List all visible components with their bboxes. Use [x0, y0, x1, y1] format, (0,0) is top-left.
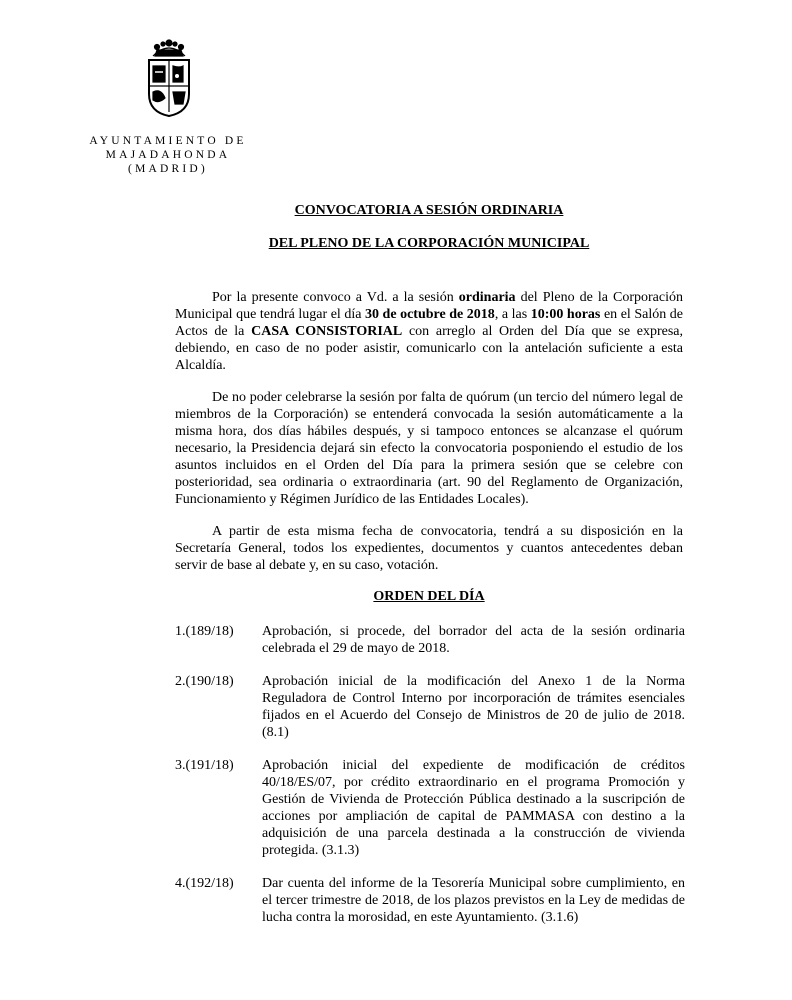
- p1-text-i: con arreglo al Orden del Día que se expresa, debiendo, en caso de no poder asistir, comunicarlo con la antelación suficiente a esta Alcaldía.: [175, 324, 683, 373]
- agenda-item-number: 1.(189/18): [175, 624, 234, 639]
- coat-of-arms-icon: [143, 38, 195, 118]
- paragraph-convocation: [175, 289, 683, 374]
- document-title: CONVOCATORIA A SESIÓN ORDINARIA: [294, 203, 564, 218]
- agenda-item: [175, 673, 685, 741]
- p1-text-e: , a las: [494, 307, 531, 322]
- agenda-item: [175, 623, 685, 657]
- org-line-2: MAJADAHONDA: [105, 149, 231, 161]
- p1-text-c: del Pleno de la Corporación Municipal que tendrá lugar el día: [175, 290, 683, 322]
- session-venue: CASA CONSISTORIAL: [251, 324, 403, 339]
- agenda-title: ORDEN DEL DÍA: [373, 589, 485, 604]
- p1-text-a: Por la presente convoco a Vd. a la sesión: [212, 290, 459, 305]
- agenda-item-number: 4.(192/18): [175, 876, 234, 891]
- org-line-1: AYUNTAMIENTO DE: [89, 135, 247, 147]
- session-time: 10:00 horas: [530, 307, 601, 322]
- org-line-3: (MADRID): [128, 163, 208, 175]
- paragraph-quorum: De no poder celebrarse la sesión por falta de quórum (un tercio del número legal de miembros de la Corporación) se entenderá convocada la sesión automáticamente a la misma hora, dos días hábiles después, y si tampoco entonces se alcanzase el quórum necesario, la Presidencia dejará sin efecto la convocatoria posponiendo el estudio de los asuntos incluidos en el Orden del Día para la primera sesión que se celebre con posterioridad, sea ordinaria o extraordinaria (art. 90 del Reglamento de Organización, Funcionamiento y Régimen Jurídico de las Entidades Locales).: [175, 390, 683, 507]
- agenda-item-number: 2.(190/18): [175, 674, 234, 689]
- agenda-item-text: Aprobación inicial de la modificación del Anexo 1 de la Norma Reguladora de Control Interno por incorporación de trámites esenciales fijados en el Acuerdo del Consejo de Ministros de 20 de julio de 2018. (8.1): [262, 674, 685, 740]
- agenda-item-text: Dar cuenta del informe de la Tesorería Municipal sobre cumplimiento, en el tercer trimestre de 2018, de los plazos previstos en la Ley de medidas de lucha contra la morosidad, en este Ayuntamiento. (3.1.6): [262, 876, 685, 925]
- agenda-item-number: 3.(191/18): [175, 758, 234, 773]
- organization-name: [80, 134, 256, 176]
- agenda-item-text: Aprobación inicial del expediente de modificación de créditos 40/18/ES/07, por crédito extraordinario en el programa Promoción y Gestión de Vivienda de Protección Pública destinado a la suscripción de acciones por ampliación de capital de PAMMASA con destino a la adquisición de una parcela destinada a la construcción de vivienda protegida. (3.1.3): [262, 758, 685, 858]
- session-date: 30 de octubre de 2018: [365, 307, 495, 322]
- agenda-item-text: Aprobación, si procede, del borrador del acta de la sesión ordinaria celebrada el 29 de mayo de 2018.: [262, 624, 685, 656]
- paragraph-documents: A partir de esta misma fecha de convocatoria, tendrá a su disposición en la Secretaría General, todos los expedientes, documentos y cuantos antecedentes deban servir de base al debate y, en su caso, votación.: [175, 524, 683, 573]
- p1-text-g: en el Salón de Actos de la: [175, 307, 683, 339]
- agenda-item: [175, 757, 685, 859]
- agenda-item: [175, 875, 685, 926]
- session-type: ordinaria: [458, 290, 516, 305]
- document-subtitle: DEL PLENO DE LA CORPORACIÓN MUNICIPAL: [268, 236, 590, 251]
